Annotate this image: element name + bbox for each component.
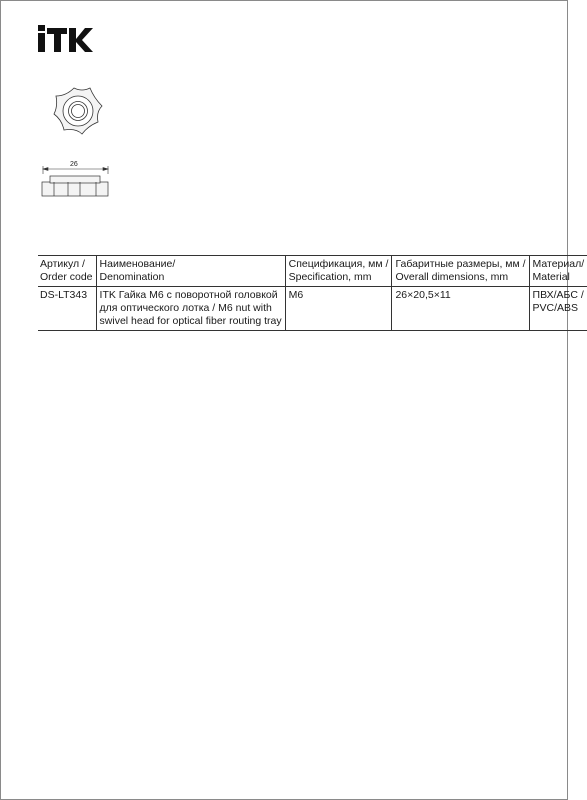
cell-order-code: DS-LT343 bbox=[40, 289, 88, 301]
col-label-ru: Спецификация, мм / bbox=[288, 258, 389, 270]
nut-side-view bbox=[42, 176, 108, 196]
table-header-row bbox=[38, 256, 587, 287]
cell-dimensions: 26×20,5×11 bbox=[392, 287, 529, 331]
col-label-ru: Артикул / bbox=[40, 258, 85, 270]
cell-material bbox=[529, 287, 587, 331]
material-line: ПВХ/АБС / bbox=[532, 289, 584, 301]
col-denomination bbox=[96, 256, 285, 287]
specification-table bbox=[38, 255, 587, 331]
col-label-en: Overall dimensions, mm bbox=[395, 271, 509, 283]
col-dimensions bbox=[392, 256, 529, 287]
cell-specification: M6 bbox=[285, 287, 392, 331]
col-label-en: Order code bbox=[40, 271, 93, 283]
itk-logo bbox=[37, 25, 93, 53]
col-label-ru: Наименование/ bbox=[99, 258, 176, 270]
table-row bbox=[38, 287, 587, 331]
denomination-line: для оптического лотка / M6 nut with bbox=[99, 302, 272, 314]
cell-denomination bbox=[96, 287, 285, 331]
col-specification bbox=[285, 256, 392, 287]
denomination-line: swivel head for optical fiber routing tray bbox=[99, 315, 282, 327]
col-label-ru: Габаритные размеры, мм / bbox=[395, 258, 526, 270]
logo-text: iTK bbox=[37, 25, 39, 26]
col-order-code bbox=[38, 256, 96, 287]
material-line: PVC/ABS bbox=[532, 302, 579, 314]
product-drawing bbox=[30, 80, 130, 210]
nut-top-view bbox=[54, 88, 102, 134]
denomination-line: ITK Гайка M6 с поворотной головкой bbox=[99, 289, 278, 301]
col-label-ru: Материал/ bbox=[532, 258, 585, 270]
col-label-en: Specification, mm bbox=[288, 271, 372, 283]
col-label-en: Material bbox=[532, 271, 570, 283]
dimension-label: 26 bbox=[70, 161, 78, 168]
col-material bbox=[529, 256, 587, 287]
col-label-en: Denomination bbox=[99, 271, 165, 283]
